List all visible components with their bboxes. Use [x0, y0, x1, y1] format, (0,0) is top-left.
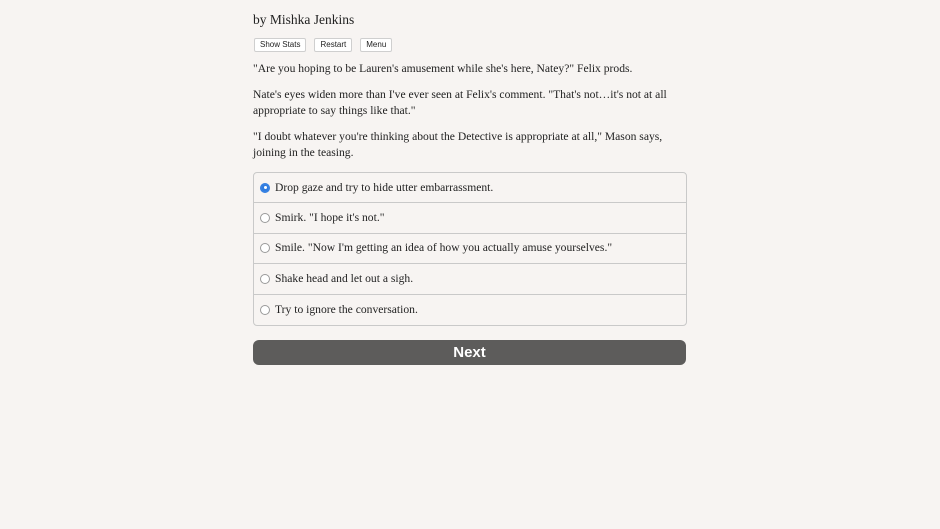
next-button[interactable]: Next — [253, 340, 686, 365]
choice-label: Smile. "Now I'm getting an idea of how you actually amuse yourselves." — [275, 241, 613, 255]
radio-button-selected[interactable] — [260, 183, 270, 193]
choice-label: Smirk. "I hope it's not." — [275, 211, 385, 225]
story-paragraph: "I doubt whatever you're thinking about the Detective is appropriate at all," Mason says, joining in the teasing. — [253, 130, 663, 159]
choice-label: Shake head and let out a sigh. — [275, 271, 414, 285]
choice-option[interactable] — [254, 264, 686, 294]
choice-label: Drop gaze and try to hide utter embarrassment. — [275, 180, 494, 194]
choice-option[interactable] — [254, 234, 686, 264]
choice-option[interactable] — [254, 295, 686, 325]
control-buttons — [254, 38, 392, 52]
choice-list — [253, 172, 687, 326]
restart-button[interactable]: Restart — [314, 38, 352, 52]
story-paragraph: Nate's eyes widen more than I've ever seen at Felix's comment. "That's not…it's not at all appropriate to say things like that." — [253, 88, 667, 117]
choice-option[interactable] — [254, 173, 686, 203]
choice-label: Try to ignore the conversation. — [275, 302, 418, 316]
menu-button[interactable]: Menu — [360, 38, 392, 52]
radio-button[interactable] — [260, 305, 270, 315]
show-stats-button[interactable]: Show Stats — [254, 38, 306, 52]
radio-button[interactable] — [260, 243, 270, 253]
story-author: by Mishka Jenkins — [253, 12, 355, 27]
story-paragraph: "Are you hoping to be Lauren's amusement while she's here, Natey?" Felix prods. — [253, 62, 633, 75]
radio-button[interactable] — [260, 213, 270, 223]
radio-button[interactable] — [260, 274, 270, 284]
choice-option[interactable] — [254, 203, 686, 233]
